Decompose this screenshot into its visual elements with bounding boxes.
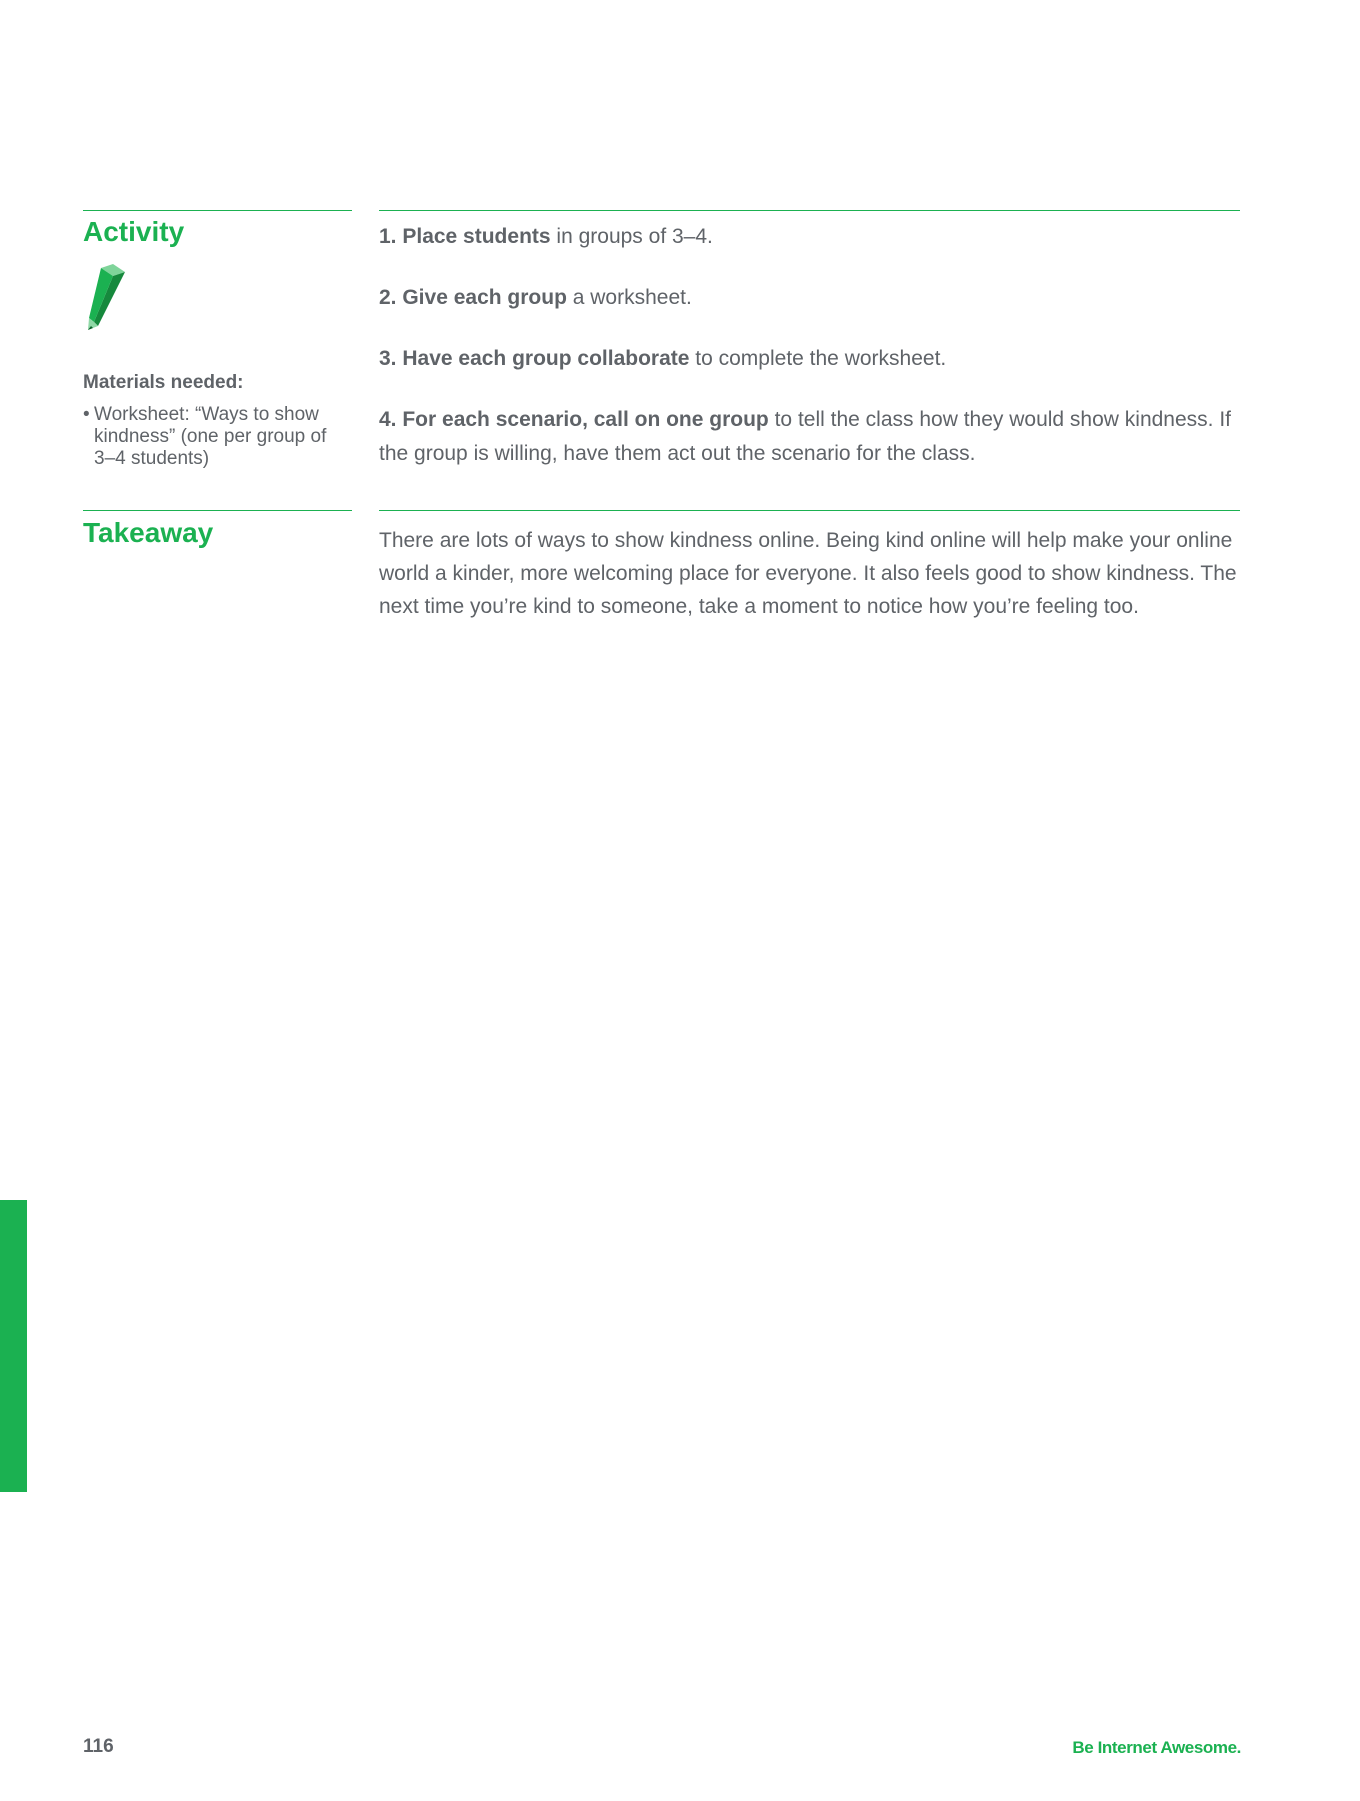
step-lead: 3. Have each group collaborate [379,347,690,370]
materials-list [83,404,343,470]
takeaway-right-rule [379,510,1240,511]
materials-item: • Worksheet: “Ways to show kindness” (one per group of 3–4 students) [83,404,343,470]
step-text: in groups of 3–4. [550,225,713,248]
activity-title: Activity [83,216,185,247]
takeaway-left-rule [83,510,352,511]
takeaway-text: There are lots of ways to show kindness online. Being kind online will help make your online world a kinder, more welcoming place for everyone. It also feels good to show kindness. The next time you’re kind to someone, take a moment to notice how you’re feeling too. [379,529,1237,618]
activity-right-rule [379,210,1240,211]
activity-step [379,220,1249,254]
step-lead: 2. Give each group [379,286,567,309]
page-number: 116 [83,1736,114,1757]
activity-step [379,403,1249,471]
step-lead: 4. For each scenario, call on one group [379,408,769,431]
step-text: to tell the class how they would show kindness. If the group is willing, have them act out the scenario for the class. [379,408,1232,465]
activity-left-rule [83,210,352,211]
pencil-icon [83,264,129,332]
activity-step [379,342,1249,376]
takeaway-title: Takeaway [83,517,214,548]
brand-logo: Be Internet Awesome. [1072,1738,1241,1757]
step-text: a worksheet. [566,286,692,309]
step-text: to complete the worksheet. [689,347,947,370]
activity-step [379,281,1249,315]
step-lead: 1. Place students [379,225,551,248]
materials-title: Materials needed: [83,372,244,393]
side-tab-bar [0,1200,27,1492]
